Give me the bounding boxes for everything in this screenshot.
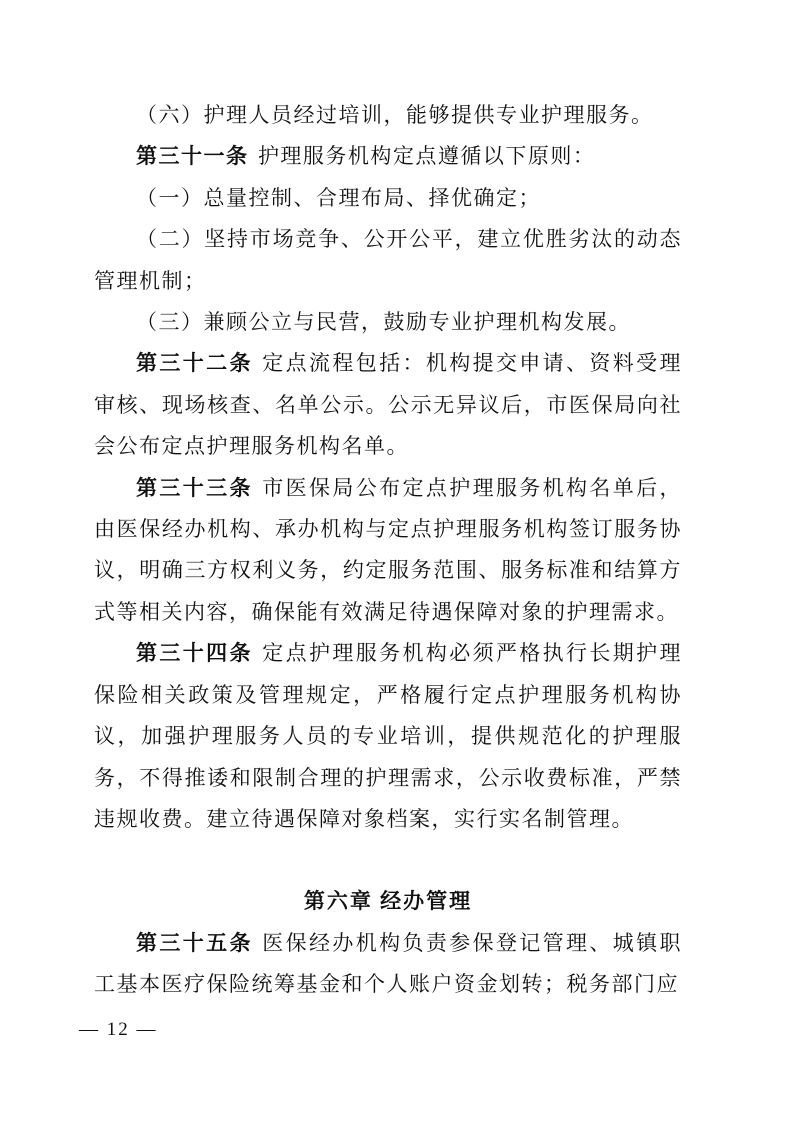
article-number: 第三十一条 xyxy=(136,144,249,169)
paragraph-text: 第六章 经办管理 xyxy=(303,889,473,914)
paragraph xyxy=(94,95,682,136)
chapter-heading xyxy=(94,881,682,922)
article-number: 第三十五条 xyxy=(136,930,253,955)
paragraph xyxy=(94,178,682,219)
paragraph xyxy=(94,923,682,1006)
paragraph-text: 市医保局公布定点护理服务机构名单后，由医保经办机构、承办机构与定点护理服务机构签订服务协议，明确三方权利义务，约定服务范围、服务标准和结算方式等相关内容，确保能有效满足待遇保障对象的护理需求。 xyxy=(94,475,683,624)
article-number: 第三十三条 xyxy=(136,475,253,500)
article-number: 第三十二条 xyxy=(136,351,253,376)
paragraph xyxy=(94,302,682,343)
paragraph xyxy=(94,633,682,840)
paragraph xyxy=(94,468,682,634)
paragraph-text: 医保经办机构负责参保登记管理、城镇职工基本医疗保险统筹基金和个人账户资金划转；税务部门应 xyxy=(94,930,683,997)
paragraph-text: 定点流程包括：机构提交申请、资料受理审核、现场核查、名单公示。公示无异议后，市医保局向社会公布定点护理服务机构名单。 xyxy=(94,351,683,459)
page-number: — 12 — xyxy=(79,1019,158,1040)
document-content xyxy=(94,95,682,1006)
paragraph-text: （六）护理人员经过培训，能够提供专业护理服务。 xyxy=(136,103,654,127)
paragraph-text: 护理服务机构定点遵循以下原则： xyxy=(257,144,596,169)
paragraph-text: （一）总量控制、合理布局、择优确定； xyxy=(136,185,541,210)
paragraph xyxy=(94,343,682,467)
paragraph-text: （三）兼顾公立与民营，鼓励专业护理机构发展。 xyxy=(136,310,631,335)
paragraph-text: （二）坚持市场竞争、公开公平，建立优胜劣汰的动态管理机制； xyxy=(94,227,682,293)
paragraph xyxy=(94,219,682,302)
paragraph-text: 定点护理服务机构必须严格执行长期护理保险相关政策及管理规定，严格履行定点护理服务机构协议，加强护理服务人员的专业培训，提供规范化的护理服务，不得推诿和限制合理的护理需求，公示收费标准，严禁违规收费。建立待遇保障对象档案，实行实名制管理。 xyxy=(94,641,683,831)
article-number: 第三十四条 xyxy=(136,641,253,666)
paragraph xyxy=(94,136,682,177)
